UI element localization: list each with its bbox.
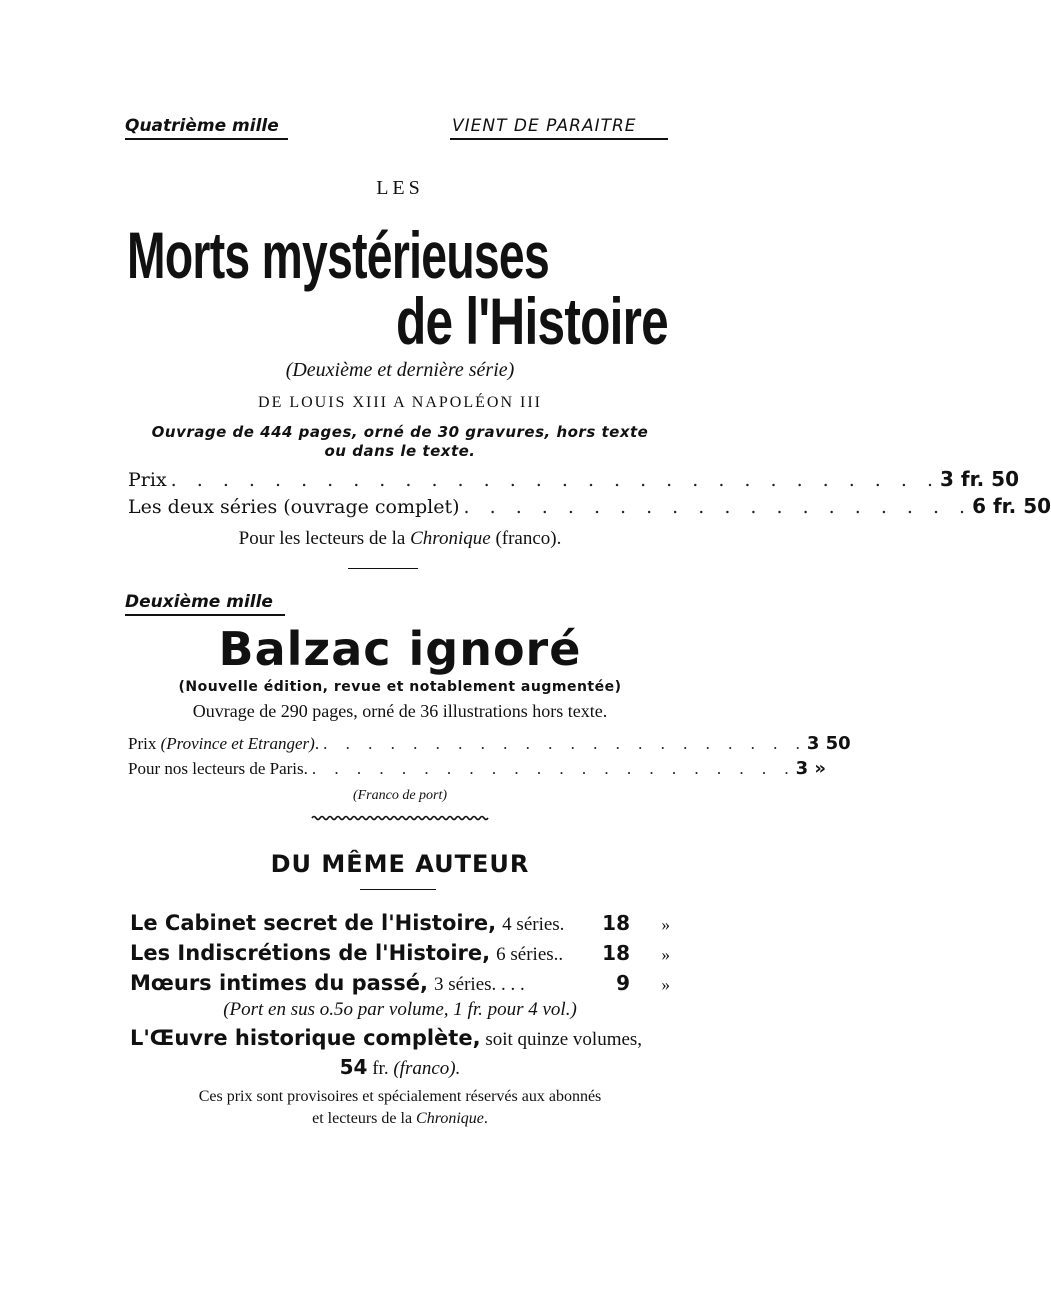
price-row-2 <box>128 494 1051 518</box>
price-row-1 <box>128 467 1019 491</box>
oeuvre-price-unit: fr. <box>367 1058 394 1079</box>
author-heading: DU MÊME AUTEUR <box>270 850 530 878</box>
oeuvre-price-line <box>0 1055 800 1080</box>
price-label: Pour nos lecteurs de Paris. <box>128 759 308 778</box>
main-title-line2: de l'Histoire <box>396 284 668 358</box>
header-left: Quatrième mille <box>125 116 279 136</box>
book2-price-row-1 <box>128 733 851 754</box>
description-line2: ou dans le texte. <box>324 442 476 460</box>
price-amount: 3 50 <box>806 733 851 754</box>
price-label-text: Prix <box>128 734 161 753</box>
work-unit: » <box>661 975 670 994</box>
port-note: (Port en sus o.5o par volume, 1 fr. pour 4 vol.) <box>223 999 577 1020</box>
book2-header: Deuxième mille <box>125 592 273 612</box>
footer-text-end: . <box>483 1110 488 1127</box>
work-title: Mœurs intimes du passé, <box>130 971 429 995</box>
price-amount: 3 fr. 50 <box>940 467 1019 491</box>
work-price: 18 <box>602 911 630 935</box>
readers-note <box>0 528 800 550</box>
work-title: Les Indiscrétions de l'Histoire, <box>130 941 491 965</box>
period-line: DE LOUIS XIII A NAPOLÉON III <box>258 394 542 411</box>
readers-text: Pour les lecteurs de la <box>238 528 411 549</box>
price-label: Les deux séries (ouvrage complet) <box>128 496 460 518</box>
chronique-name: Chronique <box>410 528 491 549</box>
header-right: VIENT DE PARAITRE <box>452 116 637 136</box>
price-label-italic: (Province et Etranger) <box>160 734 315 753</box>
franco-note: (Franco de port) <box>352 788 448 803</box>
work-title: Le Cabinet secret de l'Histoire, <box>130 911 497 935</box>
main-title-line1: Morts mystérieuses <box>127 218 549 292</box>
work-unit: » <box>661 945 670 964</box>
header-left-rule <box>125 138 288 140</box>
oeuvre-franco: (franco). <box>393 1058 461 1079</box>
footer-text: et lecteurs de la <box>312 1110 417 1127</box>
oeuvre-line <box>130 1026 670 1051</box>
readers-text-end: (franco). <box>490 528 562 549</box>
price-label <box>128 734 319 754</box>
footer-chronique: Chronique <box>416 1110 484 1127</box>
work-series: 3 séries. . . . <box>434 974 525 995</box>
subtitle: (Deuxième et dernière série) <box>285 359 515 381</box>
work-price: 18 <box>602 941 630 965</box>
header-right-rule <box>450 138 668 140</box>
section-divider <box>348 568 418 569</box>
list-item <box>130 941 670 966</box>
leader-dots: . . . . . . . . . . . . . . . . . . . . <box>463 496 973 518</box>
les-label: LES <box>376 177 424 199</box>
list-item <box>130 911 670 936</box>
work-price: 9 <box>616 971 630 995</box>
price-label: Prix <box>128 469 167 491</box>
oeuvre-rest: soit quinze volumes, <box>480 1029 643 1050</box>
leader-dots: . . . . . . . . . . . . . . . . . . . . . . . . . . . . . . <box>170 469 941 491</box>
book2-edition: (Nouvelle édition, revue et notablement augmentée) <box>178 679 622 695</box>
work-unit: » <box>661 915 670 934</box>
price-label-end: . <box>314 734 320 753</box>
book2-description: Ouvrage de 290 pages, orné de 36 illustrations hors texte. <box>192 701 608 721</box>
wavy-divider-graphic <box>312 814 488 822</box>
list-item <box>130 971 670 996</box>
book2-header-rule <box>125 614 285 616</box>
footer-line2 <box>0 1110 800 1128</box>
book2-price-row-2 <box>128 758 827 779</box>
book2-title: Balzac ignoré <box>218 622 582 676</box>
work-series: 6 séries.. <box>496 944 564 965</box>
wavy-divider <box>312 814 488 822</box>
price-amount: 6 fr. 50 <box>972 494 1051 518</box>
leader-dots: . . . . . . . . . . . . . . . . . . . . . . <box>323 734 807 753</box>
author-divider <box>360 889 436 890</box>
oeuvre-price: 54 <box>339 1055 368 1079</box>
oeuvre-title: L'Œuvre historique complète, <box>130 1026 481 1050</box>
leader-dots: . . . . . . . . . . . . . . . . . . . . . . <box>311 759 796 778</box>
description-line1: Ouvrage de 444 pages, orné de 30 gravures, hors texte <box>151 423 649 441</box>
price-amount: 3 » <box>795 758 827 779</box>
footer-line1: Ces prix sont provisoires et spécialement réservés aux abonnés <box>198 1088 602 1105</box>
work-series: 4 séries. <box>502 914 565 935</box>
